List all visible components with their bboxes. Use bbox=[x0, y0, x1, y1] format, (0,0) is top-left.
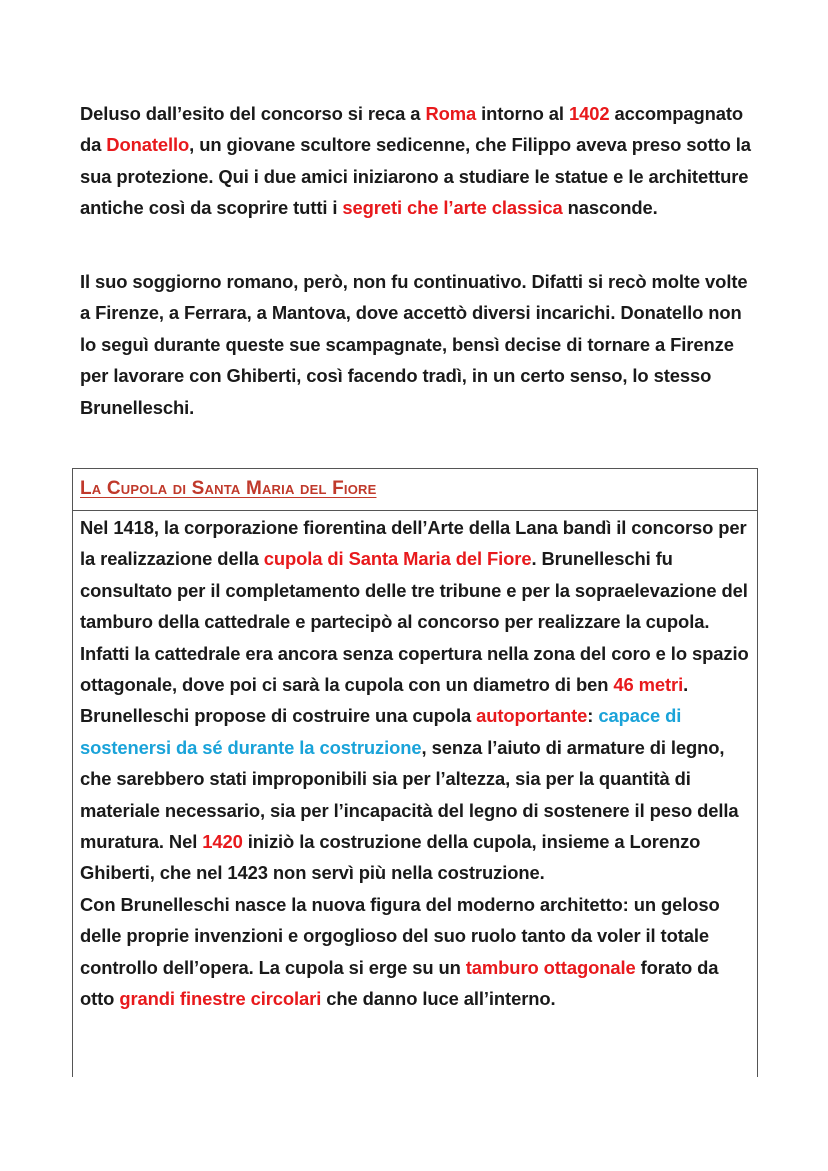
text-run: accompagnato da bbox=[80, 103, 744, 156]
text-run: , un giovane scultore sedicenne, che Filippo aveva preso sotto la sua protezione. Qui i due amici iniziarono a studiare le statue e le architetture antiche così da scoprire tutti i bbox=[80, 134, 751, 219]
text-run: che danno luce all’interno. bbox=[321, 988, 556, 1010]
section-body bbox=[80, 512, 752, 1015]
text-run: intorno al bbox=[476, 103, 569, 124]
intro-paragraph-1 bbox=[80, 98, 760, 224]
intro-paragraph-2 bbox=[80, 266, 760, 423]
text-run: iniziò la costruzione della cupola, insieme a Lorenzo Ghiberti, che nel 1423 non servì più nella costruzione. bbox=[80, 831, 701, 884]
cupola-section-box bbox=[72, 468, 758, 1077]
highlighted-text: grandi finestre circolari bbox=[119, 988, 322, 1010]
text-run: nasconde. bbox=[562, 197, 658, 219]
text-run: Con Brunelleschi nasce la nuova figura del moderno architetto: un geloso delle proprie invenzioni e orgoglioso del suo ruolo tanto da voler il totale controllo dell’opera. La cupola si erge su un bbox=[80, 893, 720, 978]
highlighted-text: autoportante bbox=[476, 705, 588, 727]
text-run: Nel 1418, la corporazione fiorentina dell’Arte della Lana bandì il concorso per la realizzazione della bbox=[80, 517, 747, 570]
highlighted-text: Roma bbox=[425, 103, 477, 124]
section-header bbox=[73, 469, 757, 511]
text-run: , senza l’aiuto di armature di legno, che sarebbero stati improponibili sia per l’altezza, sia per la quantità di materiale necessario, sia per l’incapacità del legno di sostenere il peso della muratura. Nel bbox=[80, 736, 739, 853]
highlighted-text: tamburo ottagonale bbox=[465, 956, 636, 978]
highlighted-text: capace di sostenersi da sé durante la costruzione bbox=[80, 705, 682, 758]
text-run: forato da otto bbox=[80, 956, 719, 1010]
highlighted-text: 1402 bbox=[568, 103, 610, 124]
text-run: Il suo soggiorno romano, però, non fu continuativo. Difatti si recò molte volte a Firenze, a Ferrara, a Mantova, dove accettò diversi incarichi. Donatello non lo seguì durante queste sue scampagnate, bensì decise di tornare a Firenze per lavorare con Ghiberti, così facendo tradì, in un certo senso, lo stesso Brunelleschi. bbox=[80, 271, 748, 418]
text-run: Deluso dall’esito del concorso si reca a bbox=[80, 103, 426, 124]
text-run: . Brunelleschi propose di costruire una cupola bbox=[80, 674, 689, 727]
highlighted-text: cupola di Santa Maria del Fiore bbox=[263, 548, 532, 570]
text-run: . Brunelleschi fu consultato per il completamento delle tre tribune e per la sopraelevazione del tamburo della cattedrale e partecipò al concorso per realizzare la cupola. Infatti la cattedrale era ancora senza copertura nella zona del coro e lo spazio ottagonale, dove poi ci sarà la cupola con un diametro di ben bbox=[80, 548, 749, 696]
highlighted-text: segreti che l’arte classica bbox=[342, 197, 563, 219]
highlighted-text: 46 metri bbox=[613, 674, 684, 696]
section-title: La Cupola di Santa Maria del Fiore bbox=[80, 478, 377, 499]
text-run: : bbox=[587, 705, 599, 727]
highlighted-text: Donatello bbox=[106, 134, 190, 156]
highlighted-text: 1420 bbox=[202, 831, 243, 853]
